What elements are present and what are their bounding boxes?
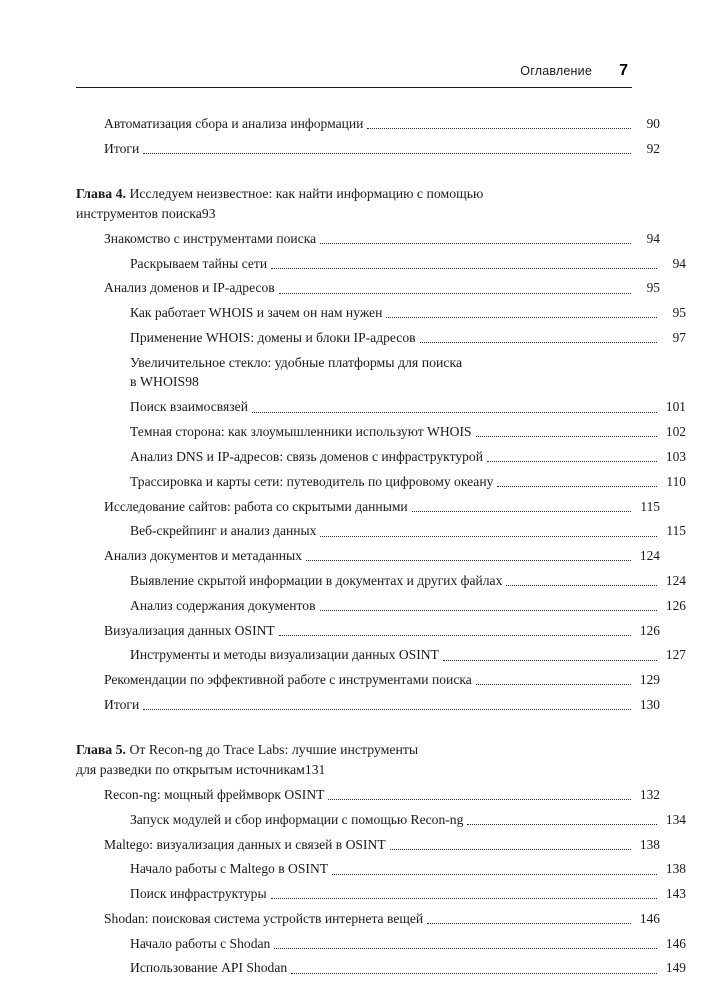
toc-entry-page: 138: [639, 836, 660, 852]
toc-entry[interactable]: [130, 884, 686, 903]
toc-entry-page: 110: [666, 473, 686, 489]
toc-entry-page: 146: [639, 910, 660, 926]
toc-entry-page: 129: [639, 672, 660, 688]
toc-entry[interactable]: [104, 497, 660, 516]
leader-dots: [320, 609, 657, 611]
toc-entry[interactable]: [104, 670, 660, 689]
toc-entry[interactable]: [130, 934, 686, 953]
toc-entry-label: Знакомство с инструментами поиска: [104, 230, 317, 246]
toc-entry[interactable]: [104, 114, 660, 133]
toc-entry-label: Применение WHOIS: домены и блоки IP-адресов: [130, 329, 416, 345]
toc-entry-label: Анализ доменов и IP-адресов: [104, 280, 275, 296]
toc-entry-label: Веб-скрейпинг и анализ данных: [130, 523, 317, 539]
toc-entry-label: Анализ документов и метаданных: [104, 548, 302, 564]
leader-dots: [367, 127, 631, 129]
leader-dots: [390, 848, 631, 850]
leader-dots: [412, 510, 631, 512]
toc-entry-label: Итоги: [104, 696, 140, 712]
toc-entry[interactable]: [130, 328, 686, 347]
toc-entry-page: 132: [639, 786, 660, 802]
toc-entry-page: 149: [665, 960, 686, 976]
toc-entry-label: Увеличительное стекло: удобные платформы для поиска: [130, 354, 463, 370]
toc-entry-page: 103: [665, 448, 686, 464]
toc-entry-page: 124: [665, 572, 686, 588]
toc-entry-label: Итоги: [104, 140, 140, 156]
toc-entry-page: 134: [665, 811, 686, 827]
toc-entry-label: Shodan: поисковая система устройств интернета вещей: [104, 910, 424, 926]
leader-dots: [332, 873, 657, 875]
leader-dots: [427, 922, 631, 924]
leader-dots: [279, 292, 631, 294]
leader-dots: [271, 267, 657, 269]
toc-entry-label: Начало работы с Shodan: [130, 935, 271, 951]
leader-dots: [487, 460, 657, 462]
leader-dots: [506, 584, 657, 586]
toc-chapter-heading[interactable]: [76, 740, 632, 779]
toc-entry-page: 101: [665, 399, 686, 415]
toc-entry-label: Как работает WHOIS и зачем он нам нужен: [130, 305, 383, 321]
leader-dots: [320, 535, 657, 537]
chapter-title-line1: От Recon-ng до Trace Labs: лучшие инструменты: [129, 742, 419, 758]
chapter-page: 131: [304, 761, 326, 777]
leader-dots: [476, 435, 657, 437]
toc-entry-page: 97: [672, 329, 686, 345]
chapter-number: Глава 4.: [76, 186, 127, 202]
toc-entry[interactable]: [130, 859, 686, 878]
page-number: 7: [619, 62, 628, 79]
toc-entry[interactable]: [104, 835, 660, 854]
toc-entry[interactable]: [130, 353, 686, 392]
toc-entry-page: 94: [672, 255, 686, 271]
toc-entry-page: 102: [665, 424, 686, 440]
toc-entry[interactable]: [104, 139, 660, 158]
chapter-title-line2: для разведки по открытым источникам: [76, 761, 305, 777]
toc-entry-label: Анализ содержания документов: [130, 597, 316, 613]
toc-entry-page: 126: [639, 622, 660, 638]
toc-entry-label: Автоматизация сбора и анализа информации: [104, 116, 364, 131]
page-header: [76, 62, 632, 80]
toc-entry[interactable]: [130, 472, 686, 491]
toc-entry-page: 90: [646, 116, 660, 131]
chapter-title-line1: Исследуем неизвестное: как найти информацию с помощью: [129, 186, 484, 202]
toc-entry-page: 98: [185, 374, 199, 390]
toc-entry-label: Поиск взаимосвязей: [130, 399, 248, 415]
toc-entry-page: 126: [665, 597, 686, 613]
toc-entry-page: 115: [640, 498, 660, 514]
toc-entry[interactable]: [104, 229, 660, 248]
toc-entry-page: 95: [672, 305, 686, 321]
leader-dots: [443, 659, 657, 661]
leader-dots: [274, 947, 657, 949]
toc-entry-label: Анализ DNS и IP-адресов: связь доменов с инфраструктурой: [130, 448, 483, 464]
toc-entry-label: Инструменты и методы визуализации данных OSINT: [130, 647, 439, 663]
toc-entry[interactable]: [130, 596, 686, 615]
toc-entry[interactable]: [104, 909, 660, 928]
leader-dots: [252, 411, 657, 413]
toc-entry-label: Темная сторона: как злоумышленники используют WHOIS: [130, 424, 472, 440]
toc-entry[interactable]: [130, 254, 686, 273]
toc-entry[interactable]: [104, 621, 660, 640]
toc-entry[interactable]: [130, 810, 686, 829]
leader-dots: [279, 634, 631, 636]
toc-entry[interactable]: [130, 422, 686, 441]
toc-entry-label: Трассировка и карты сети: путеводитель по цифровому океану: [130, 473, 494, 489]
toc-entry[interactable]: [130, 447, 686, 466]
toc-entry-label: Начало работы с Maltego в OSINT: [130, 861, 329, 877]
leader-dots: [386, 316, 657, 318]
toc-entry[interactable]: [104, 695, 660, 714]
leader-dots: [143, 152, 631, 154]
leader-dots: [143, 708, 631, 710]
toc-entry-page: 143: [665, 886, 686, 902]
toc-entry-label: Maltego: визуализация данных и связей в OSINT: [104, 836, 386, 852]
toc-entry-page: 127: [665, 647, 686, 663]
toc-entry-label: Поиск инфраструктуры: [130, 886, 267, 902]
toc-entry-page: 95: [646, 280, 660, 296]
toc-entry-page: 115: [666, 523, 686, 539]
toc-entry-label: Использование API Shodan: [130, 960, 288, 976]
header-divider: [76, 87, 632, 88]
leader-dots: [497, 485, 657, 487]
table-of-contents: [76, 114, 686, 978]
toc-entry-page: 92: [646, 140, 660, 156]
toc-entry[interactable]: [130, 521, 686, 540]
toc-entry[interactable]: [130, 397, 686, 416]
header-title: Оглавление: [520, 64, 592, 78]
chapter-number: Глава 5.: [76, 742, 127, 758]
toc-entry-page: 124: [639, 548, 660, 564]
toc-entry-label: Рекомендации по эффективной работе с инструментами поиска: [104, 672, 472, 688]
leader-dots: [467, 823, 657, 825]
leader-dots: [320, 242, 631, 244]
leader-dots: [476, 683, 631, 685]
leader-dots: [328, 798, 631, 800]
toc-entry[interactable]: [104, 278, 660, 297]
leader-dots: [306, 559, 631, 561]
toc-entry-page: 130: [639, 696, 660, 712]
toc-entry-label-cont: в WHOIS: [130, 374, 186, 390]
toc-entry[interactable]: [130, 645, 686, 664]
toc-entry[interactable]: [104, 546, 660, 565]
toc-entry-label: Раскрываем тайны сети: [130, 255, 268, 271]
toc-entry-label: Запуск модулей и сбор информации с помощью Recon-ng: [130, 811, 464, 827]
toc-entry[interactable]: [130, 958, 686, 977]
leader-dots: [291, 972, 657, 974]
toc-entry-page: 146: [665, 935, 686, 951]
toc-entry[interactable]: [130, 303, 686, 322]
toc-entry[interactable]: [130, 571, 686, 590]
toc-chapter-heading[interactable]: [76, 184, 632, 223]
leader-dots: [420, 341, 657, 343]
toc-entry-label: Исследование сайтов: работа со скрытыми данными: [104, 498, 408, 514]
toc-entry-label: Выявление скрытой информации в документах и других файлах: [130, 572, 503, 588]
leader-dots: [271, 897, 657, 899]
chapter-page: 93: [201, 205, 216, 221]
chapter-title-line2: инструментов поиска: [76, 205, 202, 221]
toc-entry-label: Визуализация данных OSINT: [104, 622, 275, 638]
toc-entry-page: 94: [646, 230, 660, 246]
toc-entry-page: 138: [665, 861, 686, 877]
toc-entry-label: Recon-ng: мощный фреймворк OSINT: [104, 786, 325, 802]
toc-entry[interactable]: [104, 785, 660, 804]
